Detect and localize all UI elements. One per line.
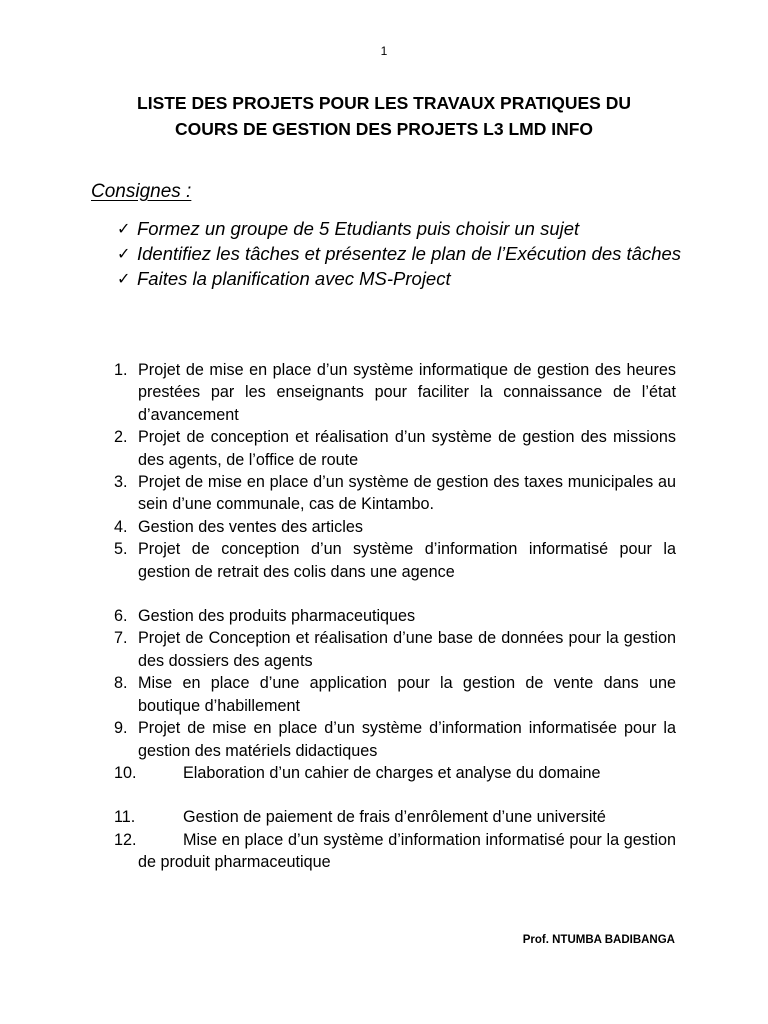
consigne-text: Identifiez les tâches et présentez le plan de l’Exécution des tâches bbox=[137, 243, 682, 264]
project-text: Projet de conception et réalisation d’un système de gestion des missions des agents, de l’office de route bbox=[138, 428, 676, 469]
projects-list bbox=[114, 359, 676, 874]
project-number: 1. bbox=[114, 361, 128, 379]
title-line-2: COURS DE GESTION DES PROJETS L3 LMD INFO bbox=[174, 119, 594, 139]
project-number: 12. bbox=[114, 830, 137, 849]
project-text: Elaboration d’un cahier de charges et analyse du domaine bbox=[183, 763, 601, 782]
project-number: 10. bbox=[114, 763, 137, 782]
project-text: Projet de mise en place d’un système informatique de gestion des heures prestées par les enseignants pour faciliter la connaissance de l’état d’avancement bbox=[138, 361, 676, 424]
project-number: 3. bbox=[114, 473, 128, 492]
title-line-1: LISTE DES PROJETS POUR LES TRAVAUX PRATIQUES DU bbox=[137, 93, 631, 113]
project-number: 8. bbox=[114, 674, 128, 693]
project-number: 4. bbox=[114, 517, 128, 536]
project-text: Gestion de paiement de frais d’enrôlement d’une université bbox=[183, 808, 606, 827]
project-text: Projet de mise en place d’un système de gestion des taxes municipales au sein d’une communale, cas de Kintambo. bbox=[138, 473, 676, 514]
project-item bbox=[114, 471, 676, 516]
project-number: 11. bbox=[114, 808, 136, 827]
project-text: Gestion des produits pharmaceutiques bbox=[138, 607, 416, 626]
project-item bbox=[114, 717, 676, 762]
project-item bbox=[114, 359, 676, 426]
consigne-item bbox=[117, 266, 682, 291]
consigne-item bbox=[117, 241, 682, 266]
project-number: 6. bbox=[114, 607, 128, 626]
project-item bbox=[114, 762, 676, 784]
page-title bbox=[90, 90, 678, 142]
project-item bbox=[114, 672, 676, 717]
project-item bbox=[114, 605, 676, 627]
project-number: 2. bbox=[114, 428, 128, 447]
page-number: 1 bbox=[380, 44, 388, 58]
project-text: Gestion des ventes des articles bbox=[138, 517, 363, 536]
project-text: Projet de Conception et réalisation d’une base de données pour la gestion des dossiers des agents bbox=[138, 629, 676, 670]
project-item bbox=[114, 829, 676, 874]
check-icon: ✓ bbox=[117, 219, 131, 238]
project-item bbox=[114, 538, 676, 583]
check-icon: ✓ bbox=[117, 269, 131, 288]
project-item bbox=[114, 806, 676, 828]
project-text: Mise en place d’une application pour la gestion de vente dans une boutique d’habillement bbox=[138, 674, 676, 715]
project-text: Projet de conception d’un système d’information informatisé pour la gestion de retrait des colis dans une agence bbox=[138, 540, 676, 581]
project-number: 9. bbox=[114, 719, 128, 738]
project-item bbox=[114, 426, 676, 471]
project-number: 5. bbox=[114, 540, 128, 559]
consigne-text: Faites la planification avec MS-Project bbox=[137, 268, 451, 289]
project-text: Projet de mise en place d’un système d’information informatisée pour la gestion des matériels didactiques bbox=[138, 719, 676, 760]
project-item bbox=[114, 627, 676, 672]
consigne-text: Formez un groupe de 5 Etudiants puis choisir un sujet bbox=[137, 218, 580, 239]
consignes-heading: Consignes : bbox=[91, 181, 192, 202]
signature: Prof. NTUMBA BADIBANGA bbox=[522, 934, 675, 946]
consignes-list bbox=[117, 216, 682, 291]
project-text: Mise en place d’un système d’information informatisé pour la gestion de produit pharmaceutique bbox=[138, 830, 676, 872]
project-item bbox=[114, 516, 676, 538]
project-number: 7. bbox=[114, 629, 128, 648]
check-icon: ✓ bbox=[117, 244, 131, 263]
consigne-item bbox=[117, 216, 682, 241]
